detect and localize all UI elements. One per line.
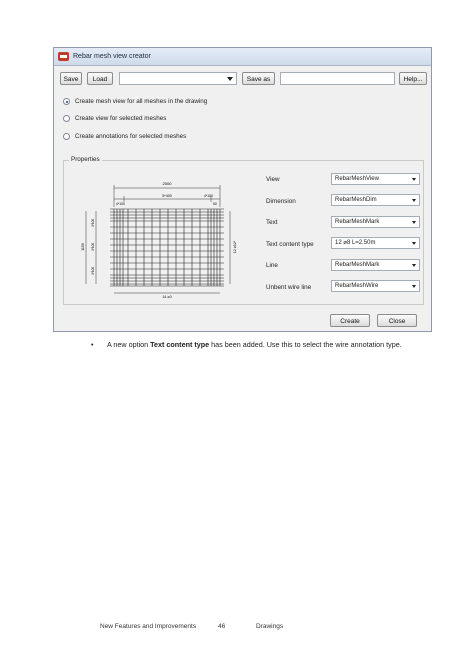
chevron-down-icon (227, 77, 233, 81)
chevron-down-icon (412, 178, 416, 181)
mesh-grid (110, 209, 224, 286)
prop-label-text-content-type: Text content type (266, 241, 314, 248)
dimension-combo[interactable] (331, 194, 420, 206)
load-button[interactable]: Load (87, 72, 113, 85)
line-combo[interactable] (331, 259, 420, 271)
prop-label-line: Line (266, 262, 278, 269)
bullet-text-bold: Text content type (150, 340, 210, 349)
prop-label-unbent-wire-line: Unbent wire line (266, 284, 312, 291)
chevron-down-icon (412, 199, 416, 202)
save-as-button[interactable]: Save as (242, 72, 275, 85)
footer-chapter: Drawings (256, 623, 284, 630)
dim-spacing-middle: 5*400 (162, 194, 172, 198)
option-selected-meshes-view-label: Create view for selected meshes (75, 115, 167, 122)
option-all-meshes-label: Create mesh view for all meshes in the drawing (75, 98, 208, 105)
option-all-meshes[interactable] (63, 98, 207, 105)
line-combo-value: RebarMeshMark (335, 262, 380, 268)
option-annotations-label: Create annotations for selected meshes (75, 133, 187, 140)
dialog-title: Rebar mesh view creator (73, 53, 151, 60)
prop-label-text: Text (266, 219, 278, 226)
save-as-name-input[interactable] (280, 72, 395, 85)
rebar-mesh-view-creator-dialog (53, 47, 432, 332)
properties-group (63, 156, 424, 305)
dim-spacing-left: 4*100 (116, 202, 125, 206)
footer-page-number: 46 (218, 623, 226, 630)
dim-right: 12 ⌀12* (233, 240, 237, 254)
dim-left-mid: 4*100 (91, 242, 95, 252)
text-combo[interactable] (331, 216, 420, 228)
properties-group-label: Properties (71, 156, 100, 163)
radio-button[interactable] (63, 115, 70, 122)
prop-label-view: View (266, 176, 280, 183)
dim-spacing-right: 4*100 (204, 194, 213, 198)
dim-top-width: 2000 (162, 181, 172, 186)
footer-section-title: New Features and Improvements (100, 623, 197, 630)
view-combo[interactable] (331, 173, 420, 185)
chevron-down-icon (412, 285, 416, 288)
dim-left-top: 4*100 (91, 218, 95, 228)
unbent-wire-line-combo[interactable] (331, 280, 420, 292)
chevron-down-icon (412, 221, 416, 224)
save-button[interactable]: Save (60, 72, 82, 85)
dim-bottom: 14 ⌀0 (162, 295, 172, 299)
app-logo-icon (58, 52, 69, 61)
view-combo-value: RebarMeshView (335, 176, 379, 182)
unbent-wire-line-combo-value: RebarMeshWire (335, 283, 379, 289)
help-button[interactable]: Help... (399, 72, 427, 85)
text-content-type-combo[interactable] (331, 237, 420, 249)
dim-left-bottom: 4*100 (91, 266, 95, 276)
chevron-down-icon (412, 242, 416, 245)
radio-button-selected[interactable] (63, 98, 70, 105)
dim-edge-right: 50 (213, 202, 217, 206)
option-annotations[interactable] (63, 133, 186, 140)
bullet-symbol: • (91, 340, 94, 349)
dialog-toolbar (60, 72, 427, 86)
dim-left-height: 1150 (81, 243, 85, 251)
bullet-text (107, 340, 402, 349)
preset-combo[interactable] (119, 72, 237, 85)
chevron-down-icon (412, 264, 416, 267)
text-content-type-combo-value: 12 ⌀8 L=2.50m (335, 240, 376, 246)
radio-button[interactable] (63, 133, 70, 140)
mesh-preview-drawing (72, 171, 247, 301)
text-combo-value: RebarMeshMark (335, 219, 380, 225)
bullet-text-start: A new option (107, 340, 151, 349)
prop-label-dimension: Dimension (266, 198, 296, 205)
close-button[interactable]: Close (377, 314, 417, 327)
bullet-text-end: has been added. Use this to select the wire annotation type. (209, 340, 402, 349)
dimension-combo-value: RebarMeshDim (335, 197, 377, 203)
create-button[interactable]: Create (330, 314, 370, 327)
option-selected-meshes-view[interactable] (63, 115, 166, 122)
dialog-titlebar (54, 48, 431, 66)
